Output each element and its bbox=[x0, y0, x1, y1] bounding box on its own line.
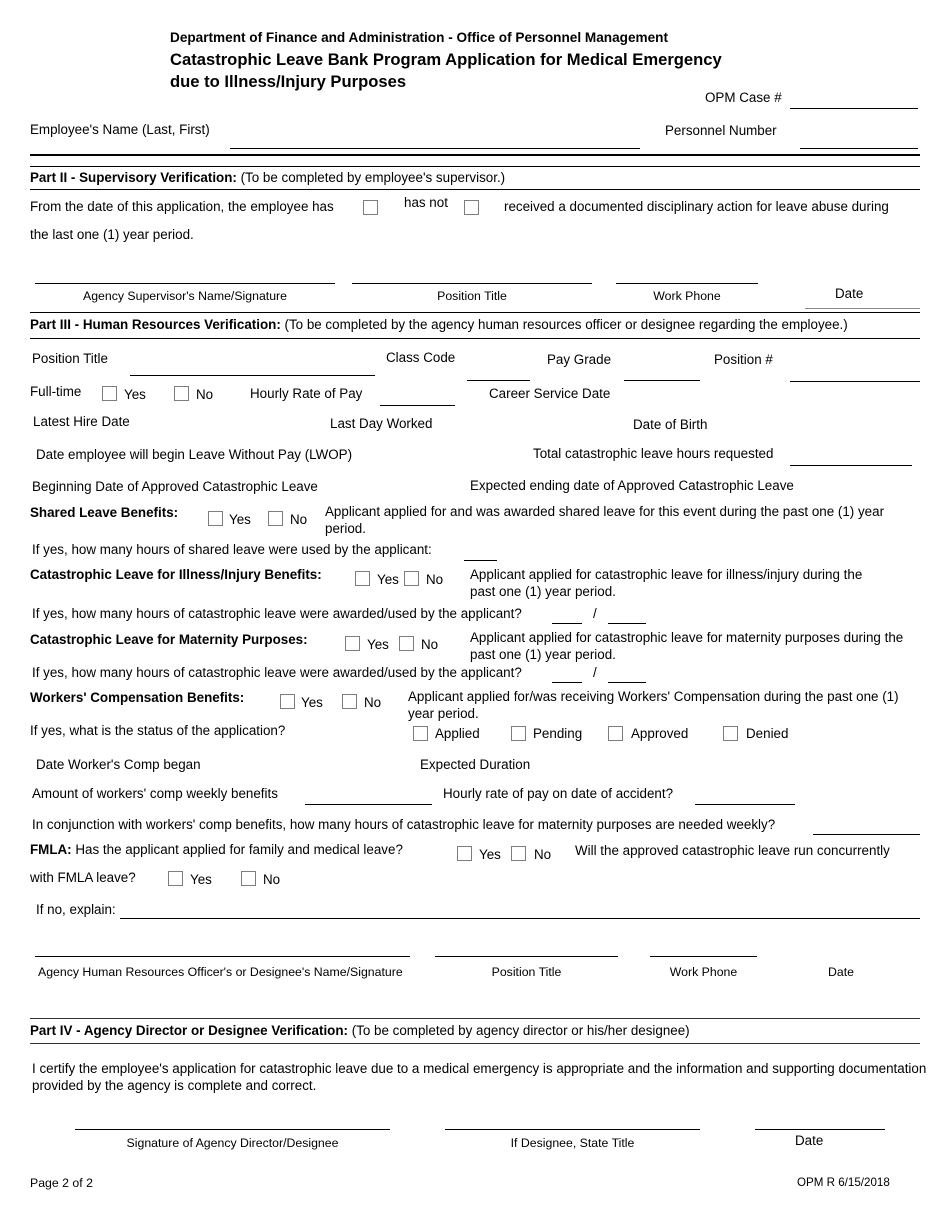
hr-position-label: Position Title bbox=[491, 965, 562, 979]
part2-heading bbox=[30, 170, 505, 185]
illness-hours-used-line[interactable] bbox=[608, 623, 646, 624]
conjunction-field-line[interactable] bbox=[813, 834, 920, 835]
workers-no-label: No bbox=[364, 695, 382, 710]
part3-heading-rule bbox=[30, 338, 920, 339]
designee-title-label: If Designee, State Title bbox=[510, 1136, 635, 1150]
supervisor-phone-label: Work Phone bbox=[653, 289, 721, 303]
status-approved-checkbox[interactable] bbox=[608, 726, 623, 741]
begin-date-label: Beginning Date of Approved Catastrophic Leave bbox=[32, 479, 318, 494]
pay-grade-field-line[interactable] bbox=[624, 380, 700, 381]
illness-leave-desc: Applicant applied for catastrophic leave for illness/injury during the past one (1) year period. bbox=[470, 567, 863, 599]
part4-heading-rest: (To be completed by agency director or his/her designee) bbox=[348, 1023, 690, 1038]
shared-yes-checkbox[interactable] bbox=[208, 511, 223, 526]
conjunction-label: In conjunction with workers' comp benefits, how many hours of catastrophic leave for maternity purposes are needed weekly? bbox=[32, 817, 776, 832]
part2-sentence-line2: the last one (1) year period. bbox=[30, 227, 194, 242]
hr-phone-line[interactable] bbox=[650, 956, 757, 957]
part2-heading-rest: (To be completed by employee's supervisor.) bbox=[236, 170, 506, 185]
supervisor-position-line[interactable] bbox=[352, 283, 592, 284]
last-day-worked-label: Last Day Worked bbox=[330, 416, 433, 431]
workers-status-question: If yes, what is the status of the application? bbox=[30, 723, 286, 738]
part3-heading-bold: Part III - Human Resources Verification: bbox=[30, 317, 281, 332]
class-code-field-line[interactable] bbox=[467, 380, 530, 381]
lwop-label: Date employee will begin Leave Without Pay (LWOP) bbox=[36, 447, 353, 462]
shared-no-checkbox[interactable] bbox=[268, 511, 283, 526]
latest-hire-date-label: Latest Hire Date bbox=[33, 414, 130, 429]
status-pending-label: Pending bbox=[533, 726, 583, 741]
shared-if-yes-label: If yes, how many hours of shared leave were used by the applicant: bbox=[32, 542, 432, 557]
maternity-hours-slash: / bbox=[593, 665, 597, 680]
maternity-hours-awarded-line[interactable] bbox=[552, 682, 582, 683]
end-date-label: Expected ending date of Approved Catastrophic Leave bbox=[470, 478, 794, 493]
fmla-question2: Will the approved catastrophic leave run concurrently bbox=[575, 843, 890, 858]
fmla-concurrent-no-label: No bbox=[263, 872, 281, 887]
fmla-no-checkbox[interactable] bbox=[511, 846, 526, 861]
part4-heading-bold: Part IV - Agency Director or Designee Verification: bbox=[30, 1023, 348, 1038]
page-number: Page 2 of 2 bbox=[30, 1176, 93, 1190]
full-time-no-checkbox[interactable] bbox=[174, 386, 189, 401]
fmla-question2b: with FMLA leave? bbox=[30, 870, 136, 885]
hr-phone-label: Work Phone bbox=[669, 965, 738, 979]
maternity-if-yes-label: If yes, how many hours of catastrophic leave were awarded/used by the applicant? bbox=[32, 665, 522, 680]
director-signature-line[interactable] bbox=[75, 1129, 390, 1130]
workers-comp-desc: Applicant applied for/was receiving Workers' Compensation during the past one (1) year period. bbox=[408, 689, 899, 721]
maternity-yes-label: Yes bbox=[367, 637, 389, 652]
agency-title: Department of Finance and Administration - Office of Personnel Management bbox=[170, 30, 668, 45]
weekly-benefits-label: Amount of workers' comp weekly benefits bbox=[32, 786, 278, 801]
fmla-concurrent-no-checkbox[interactable] bbox=[241, 871, 256, 886]
illness-if-yes-label: If yes, how many hours of catastrophic leave were awarded/used by the applicant? bbox=[32, 606, 522, 621]
date-of-birth-label: Date of Birth bbox=[633, 417, 708, 432]
employee-name-label: Employee's Name (Last, First) bbox=[30, 122, 210, 137]
illness-no-label: No bbox=[426, 572, 444, 587]
personnel-number-label: Personnel Number bbox=[665, 123, 777, 138]
position-number-label: Position # bbox=[714, 352, 773, 367]
fmla-concurrent-yes-checkbox[interactable] bbox=[168, 871, 183, 886]
part2-sentence-end: received a documented disciplinary action for leave abuse during bbox=[504, 199, 889, 214]
hourly-accident-field-line[interactable] bbox=[695, 804, 795, 805]
fmla-question1 bbox=[30, 842, 403, 857]
illness-no-checkbox[interactable] bbox=[404, 571, 419, 586]
workers-comp-began-label: Date Worker's Comp began bbox=[36, 757, 201, 772]
maternity-no-label: No bbox=[421, 637, 439, 652]
form-revision: OPM R 6/15/2018 bbox=[797, 1176, 890, 1189]
form-title-line1: Catastrophic Leave Bank Program Application for Medical Emergency bbox=[170, 50, 722, 69]
part3-heading-rest: (To be completed by the agency human resources officer or designee regarding the employee.) bbox=[280, 317, 848, 332]
personnel-number-field-line[interactable] bbox=[800, 148, 918, 149]
supervisor-signature-label: Agency Supervisor's Name/Signature bbox=[83, 289, 287, 303]
maternity-hours-used-line[interactable] bbox=[608, 682, 646, 683]
supervisor-date-line[interactable] bbox=[805, 308, 920, 309]
hr-signature-label: Agency Human Resources Officer's or Designee's Name/Signature bbox=[38, 965, 403, 979]
status-applied-checkbox[interactable] bbox=[413, 726, 428, 741]
shared-yes-label: Yes bbox=[229, 512, 251, 527]
fmla-concurrent-yes-label: Yes bbox=[190, 872, 212, 887]
header-divider bbox=[30, 154, 920, 156]
opm-case-field-line[interactable] bbox=[790, 108, 918, 109]
supervisor-phone-line[interactable] bbox=[616, 283, 758, 284]
if-no-explain-label: If no, explain: bbox=[36, 902, 116, 917]
fmla-question1-text: Has the applicant applied for family and medical leave? bbox=[71, 842, 403, 857]
full-time-no-label: No bbox=[196, 387, 214, 402]
expected-duration-label: Expected Duration bbox=[420, 757, 531, 772]
weekly-benefits-field-line[interactable] bbox=[305, 804, 432, 805]
position-title-field-line[interactable] bbox=[130, 375, 375, 376]
workers-yes-label: Yes bbox=[301, 695, 323, 710]
hourly-accident-label: Hourly rate of pay on date of accident? bbox=[443, 786, 674, 801]
shared-hours-field-line[interactable] bbox=[464, 560, 497, 561]
hr-position-line[interactable] bbox=[435, 956, 618, 957]
position-number-field-line[interactable] bbox=[790, 381, 920, 382]
part2-heading-rule bbox=[30, 189, 920, 190]
director-signature-label: Signature of Agency Director/Designee bbox=[126, 1136, 339, 1150]
form-title-line2: due to Illness/Injury Purposes bbox=[170, 72, 407, 91]
workers-comp-label: Workers' Compensation Benefits: bbox=[30, 690, 245, 705]
full-time-label: Full-time bbox=[30, 384, 82, 399]
full-time-yes-checkbox[interactable] bbox=[102, 386, 117, 401]
shared-leave-label: Shared Leave Benefits: bbox=[30, 505, 179, 520]
has-checkbox[interactable] bbox=[363, 200, 378, 215]
class-code-label: Class Code bbox=[386, 350, 456, 365]
shared-no-label: No bbox=[290, 512, 308, 527]
illness-leave-label: Catastrophic Leave for Illness/Injury Benefits: bbox=[30, 567, 322, 582]
employee-name-field-line[interactable] bbox=[230, 148, 640, 149]
maternity-yes-checkbox[interactable] bbox=[345, 636, 360, 651]
maternity-leave-label: Catastrophic Leave for Maternity Purposes: bbox=[30, 632, 308, 647]
maternity-leave-desc: Applicant applied for catastrophic leave for maternity purposes during the past one (1) year period. bbox=[470, 630, 904, 662]
illness-hours-awarded-line[interactable] bbox=[552, 623, 582, 624]
part4-heading-rule bbox=[30, 1043, 920, 1044]
career-service-date-label: Career Service Date bbox=[489, 386, 611, 401]
has-not-label: has not bbox=[404, 195, 448, 210]
status-approved-label: Approved bbox=[631, 726, 689, 741]
fmla-no-label: No bbox=[534, 847, 552, 862]
workers-no-checkbox[interactable] bbox=[342, 694, 357, 709]
has-not-checkbox[interactable] bbox=[464, 200, 479, 215]
part4-top-rule bbox=[30, 1018, 920, 1019]
certify-statement: I certify the employee's application for catastrophic leave due to a medical emergency is appropriate and the information and supporting documentation provided by the agency is complete and correct. bbox=[32, 1061, 927, 1093]
explain-field-line[interactable] bbox=[120, 918, 920, 919]
supervisor-date-label: Date bbox=[835, 286, 864, 301]
illness-hours-slash: / bbox=[593, 606, 597, 621]
status-pending-checkbox[interactable] bbox=[511, 726, 526, 741]
director-date-line[interactable] bbox=[755, 1129, 885, 1130]
total-hours-field-line[interactable] bbox=[790, 465, 912, 466]
shared-leave-desc: Applicant applied for and was awarded shared leave for this event during the past one (1) year period. bbox=[325, 504, 885, 536]
designee-title-line[interactable] bbox=[445, 1129, 700, 1130]
status-denied-checkbox[interactable] bbox=[723, 726, 738, 741]
total-hours-label: Total catastrophic leave hours requested bbox=[533, 446, 774, 461]
status-applied-label: Applied bbox=[435, 726, 480, 741]
part2-sentence-start: From the date of this application, the employee has bbox=[30, 199, 334, 214]
fmla-yes-label: Yes bbox=[479, 847, 501, 862]
part4-heading bbox=[30, 1023, 690, 1038]
hourly-rate-label: Hourly Rate of Pay bbox=[250, 386, 363, 401]
illness-yes-label: Yes bbox=[377, 572, 399, 587]
part2-top-rule bbox=[30, 166, 920, 167]
hr-date-label: Date bbox=[828, 965, 854, 979]
position-title-label: Position Title bbox=[32, 351, 108, 366]
supervisor-position-label: Position Title bbox=[437, 289, 507, 303]
part3-top-rule bbox=[30, 312, 920, 313]
pay-grade-label: Pay Grade bbox=[547, 352, 612, 367]
status-denied-label: Denied bbox=[746, 726, 789, 741]
maternity-no-checkbox[interactable] bbox=[399, 636, 414, 651]
supervisor-signature-line[interactable] bbox=[35, 283, 335, 284]
director-date-label: Date bbox=[795, 1133, 824, 1148]
part3-heading bbox=[30, 317, 848, 332]
opm-case-label: OPM Case # bbox=[705, 90, 782, 105]
hourly-rate-field-line[interactable] bbox=[380, 405, 455, 406]
workers-yes-checkbox[interactable] bbox=[280, 694, 295, 709]
illness-yes-checkbox[interactable] bbox=[355, 571, 370, 586]
hr-signature-line[interactable] bbox=[35, 956, 410, 957]
fmla-yes-checkbox[interactable] bbox=[457, 846, 472, 861]
part2-heading-bold: Part II - Supervisory Verification: bbox=[30, 170, 237, 185]
full-time-yes-label: Yes bbox=[124, 387, 146, 402]
fmla-bold-label: FMLA: bbox=[30, 842, 72, 857]
